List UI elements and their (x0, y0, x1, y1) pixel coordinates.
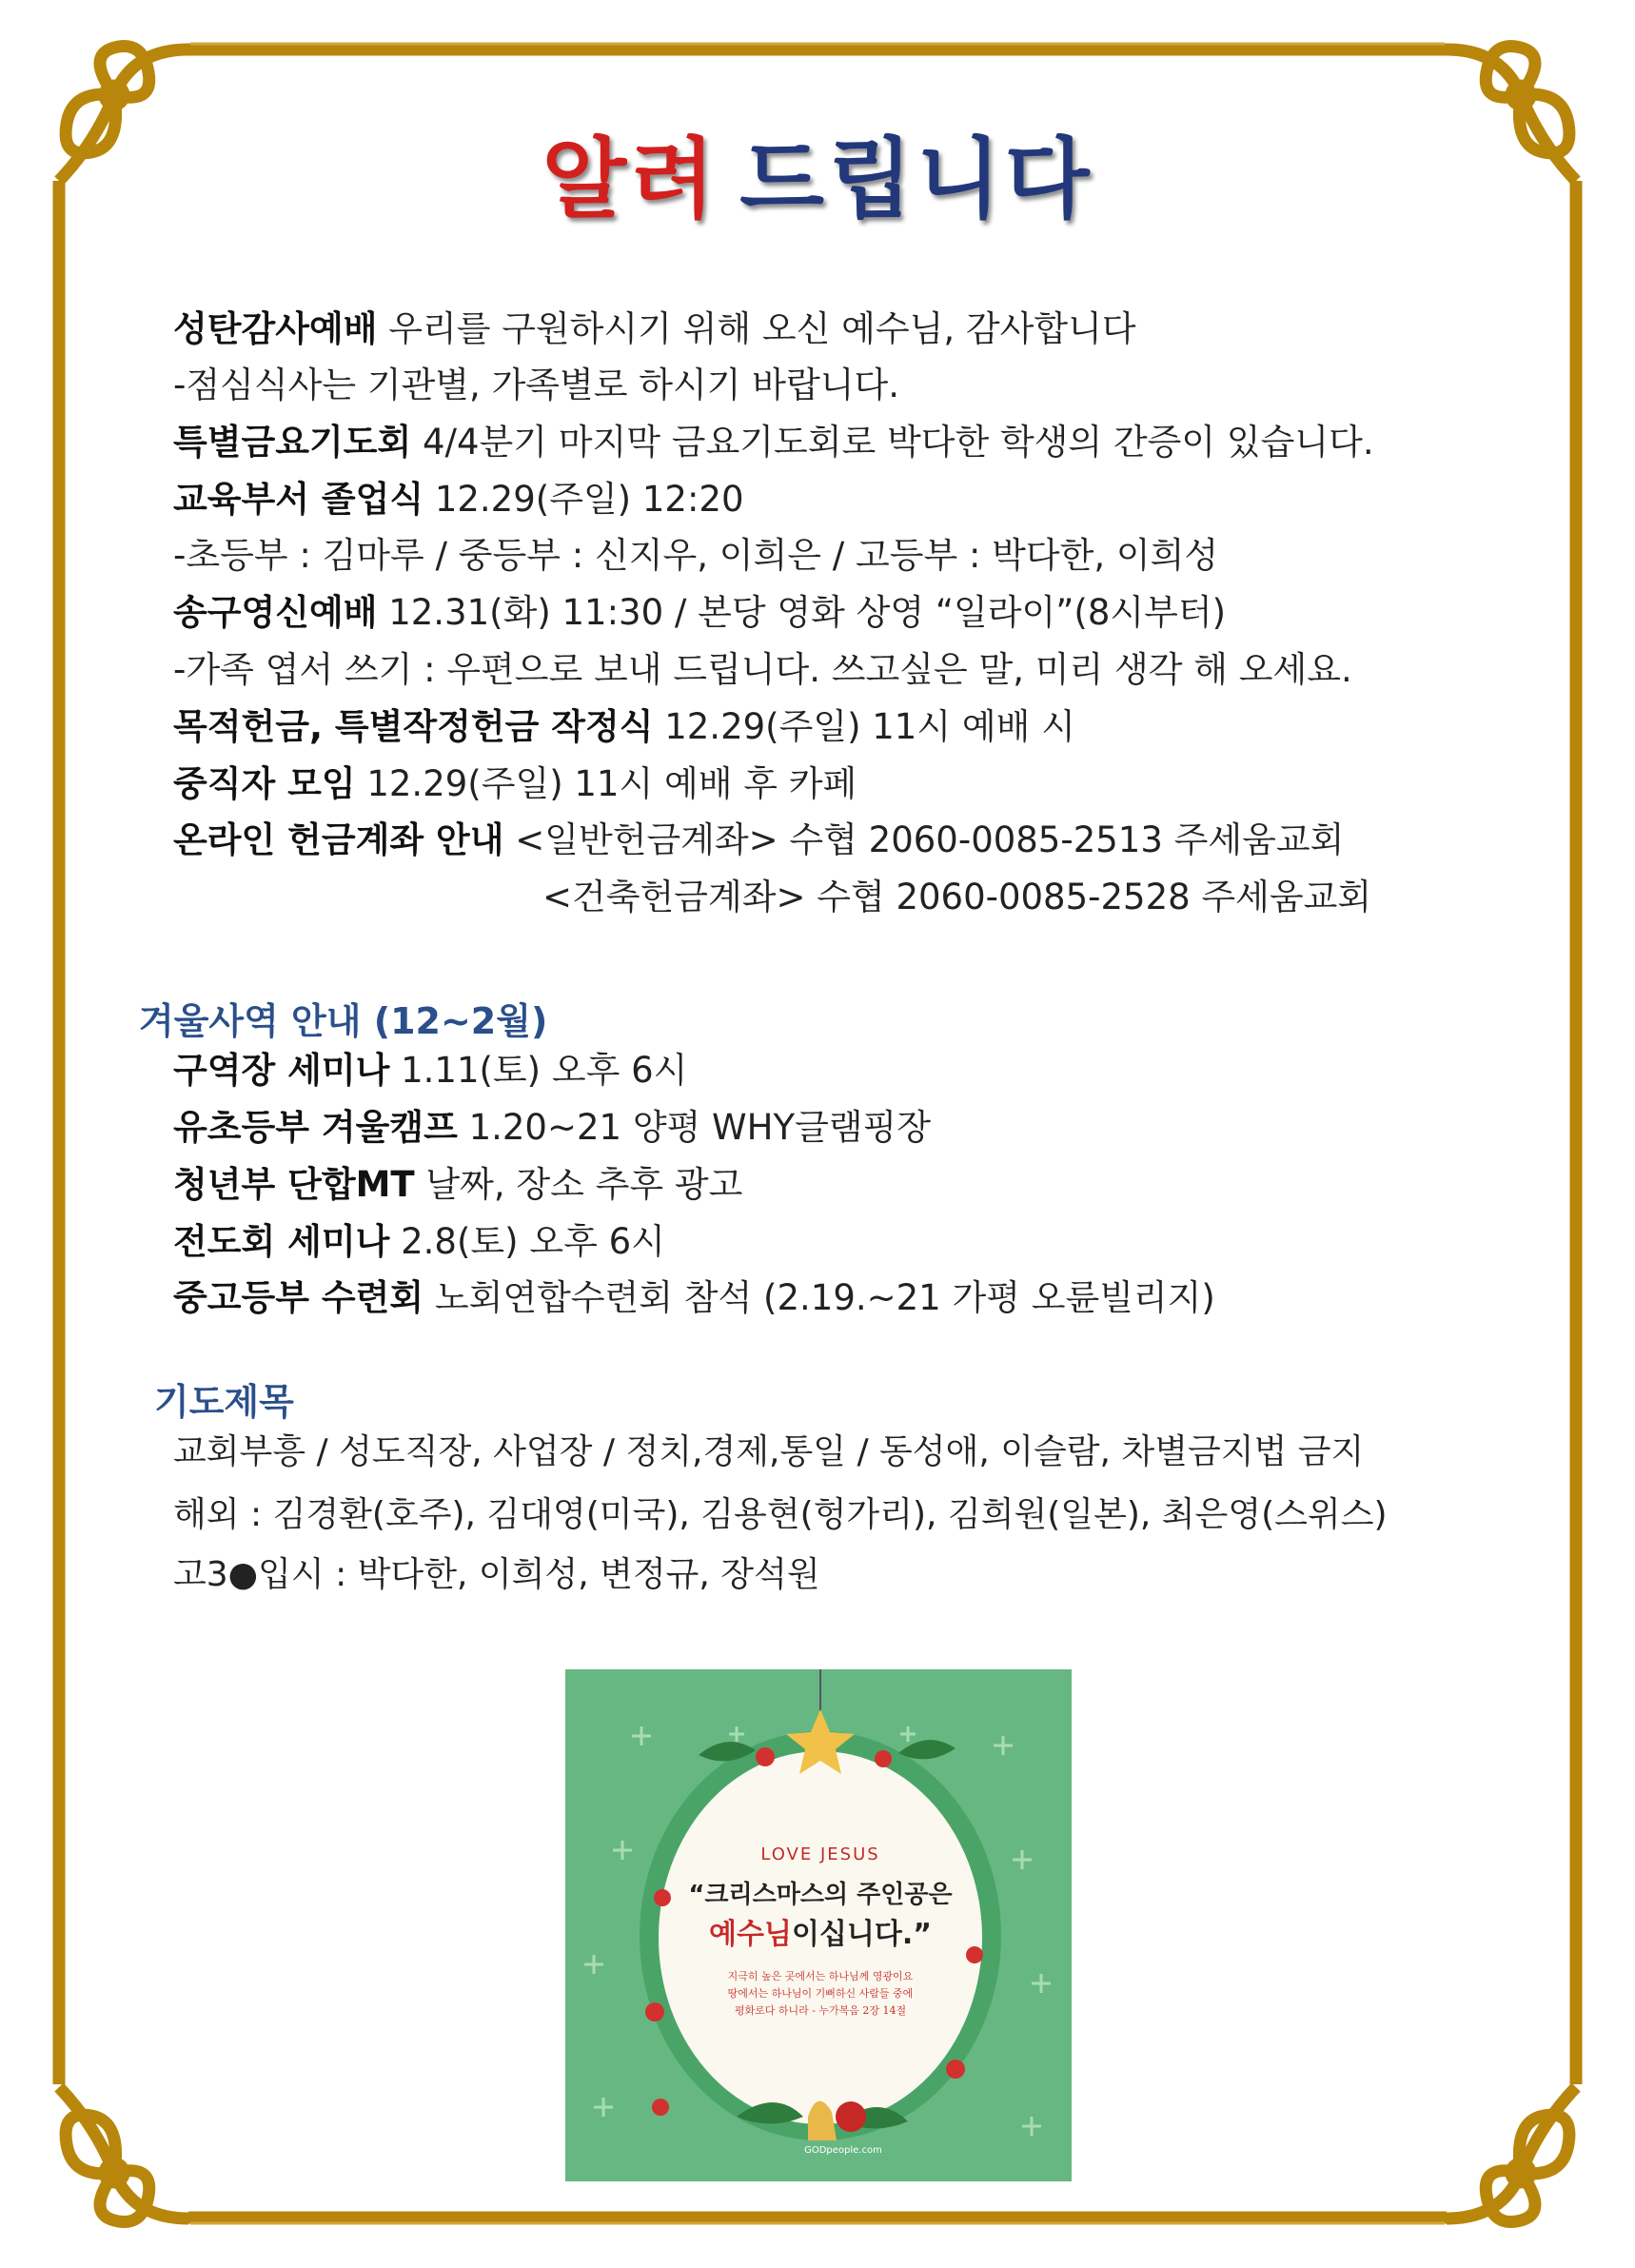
notice-head: 중직자 모임 (173, 763, 356, 804)
winter-item (173, 1105, 931, 1151)
winter-item (173, 1275, 1215, 1321)
notice-head: 특별금요기도회 (173, 422, 412, 463)
notice-text: -초등부 : 김마루 / 중등부 : 신지우, 이희은 / 고등부 : 박다한, 이희성 (173, 535, 1219, 576)
notice-head: 온라인 헌금계좌 안내 (173, 819, 504, 860)
winter-item (173, 1219, 665, 1265)
notice-line (173, 647, 1352, 693)
notice-head: 성탄감사예배 (173, 308, 378, 349)
notice-line (173, 704, 1075, 750)
christmas-poster (565, 1669, 1072, 2181)
notice-line (173, 363, 899, 408)
notice-line (173, 761, 857, 807)
poster-verse3: 평화로다 하니라 - 누가복음 2장 14절 (734, 2004, 907, 2017)
poster-verse1: 지극히 높은 곳에서는 하나님께 영광이요 (727, 1970, 914, 1982)
poster-quote1: “크리스마스의 주인공은 (688, 1881, 953, 1909)
winter-item (173, 1048, 687, 1094)
notice-head: 송구영신예배 (173, 592, 378, 633)
poster-credit: GODpeople.com (804, 2145, 882, 2156)
winter-head: 구역장 세미나 (173, 1050, 390, 1091)
notice-text: -가족 엽서 쓰기 : 우편으로 보내 드립니다. 쓰고싶은 말, 미리 생각 해 오세요. (173, 649, 1352, 690)
prayer-line: 해외 : 김경환(호주), 김대영(미국), 김용현(헝가리), 김희원(일본), 최은영(스위스) (173, 1495, 1388, 1534)
winter-text: 1.11(토) 오후 6시 (389, 1050, 688, 1091)
notice-text: 12.31(화) 11:30 / 본당 영화 상영 “일라이”(8시부터) (377, 592, 1227, 633)
notice-head: 교육부서 졸업식 (173, 479, 424, 520)
winter-text: 2.8(토) 오후 6시 (389, 1221, 665, 1262)
notice-head: 목적헌금, 특별작정헌금 작정식 (173, 706, 654, 747)
winter-head: 유초등부 겨울캠프 (173, 1107, 458, 1148)
notice-line (173, 420, 1374, 465)
title-part2: 드립니다 (739, 128, 1093, 230)
notice-text: <건축헌금계좌> 수협 2060-0085-2528 주세움교회 (542, 877, 1372, 917)
winter-head: 전도회 세미나 (173, 1221, 390, 1262)
winter-head: 중고등부 수련회 (173, 1277, 424, 1318)
christmas-wreath-icon (565, 1669, 1072, 2181)
notice-text: 12.29(주일) 12:20 (424, 479, 744, 520)
notice-line (173, 818, 1344, 863)
winter-text: 1.20~21 양평 WHY글램핑장 (457, 1107, 932, 1148)
notice-text: 우리를 구원하시기 위해 오신 예수님, 감사합니다 (377, 308, 1136, 349)
poster-quote2b: 이십니다.” (791, 1918, 932, 1951)
winter-heading: 겨울사역 안내 (12~2월) (139, 1000, 548, 1042)
winter-text: 날짜, 장소 추후 광고 (414, 1164, 743, 1205)
notice-text: 12.29(주일) 11시 예배 시 (653, 706, 1075, 747)
notice-text: <일반헌금계좌> 수협 2060-0085-2513 주세움교회 (503, 819, 1345, 860)
prayer-heading: 기도제목 (154, 1381, 294, 1423)
prayer-line: 교회부흥 / 성도직장, 사업장 / 정치,경제,통일 / 동성애, 이슬람, 차별금지법 금지 (173, 1432, 1365, 1471)
notice-line (173, 533, 1218, 579)
svg-text:예수님이십니다.” (709, 1918, 932, 1951)
notice-text: -점심식사는 기관별, 가족별로 하시기 바랍니다. (173, 365, 900, 405)
title-part1: 알려 (542, 128, 719, 230)
notice-line (173, 590, 1226, 636)
page-title (0, 109, 1635, 235)
winter-head: 청년부 단합MT (173, 1164, 415, 1205)
winter-text: 노회연합수련회 참석 (2.19.~21 가평 오륜빌리지) (424, 1277, 1215, 1318)
poster-verse2: 땅에서는 하나님이 기뻐하신 사람들 중에 (727, 1987, 914, 2000)
poster-quote2a: 예수님 (709, 1918, 792, 1951)
notice-line (173, 477, 744, 523)
prayer-line: 고3●입시 : 박다한, 이희성, 변정규, 장석원 (173, 1555, 820, 1594)
notice-line (542, 875, 1371, 920)
poster-love: LOVE JESUS (760, 1844, 880, 1864)
notice-text: 4/4분기 마지막 금요기도회로 박다한 학생의 간증이 있습니다. (411, 422, 1374, 463)
winter-item (173, 1162, 742, 1208)
notice-line (173, 306, 1136, 352)
notice-text: 12.29(주일) 11시 예배 후 카페 (355, 763, 857, 804)
